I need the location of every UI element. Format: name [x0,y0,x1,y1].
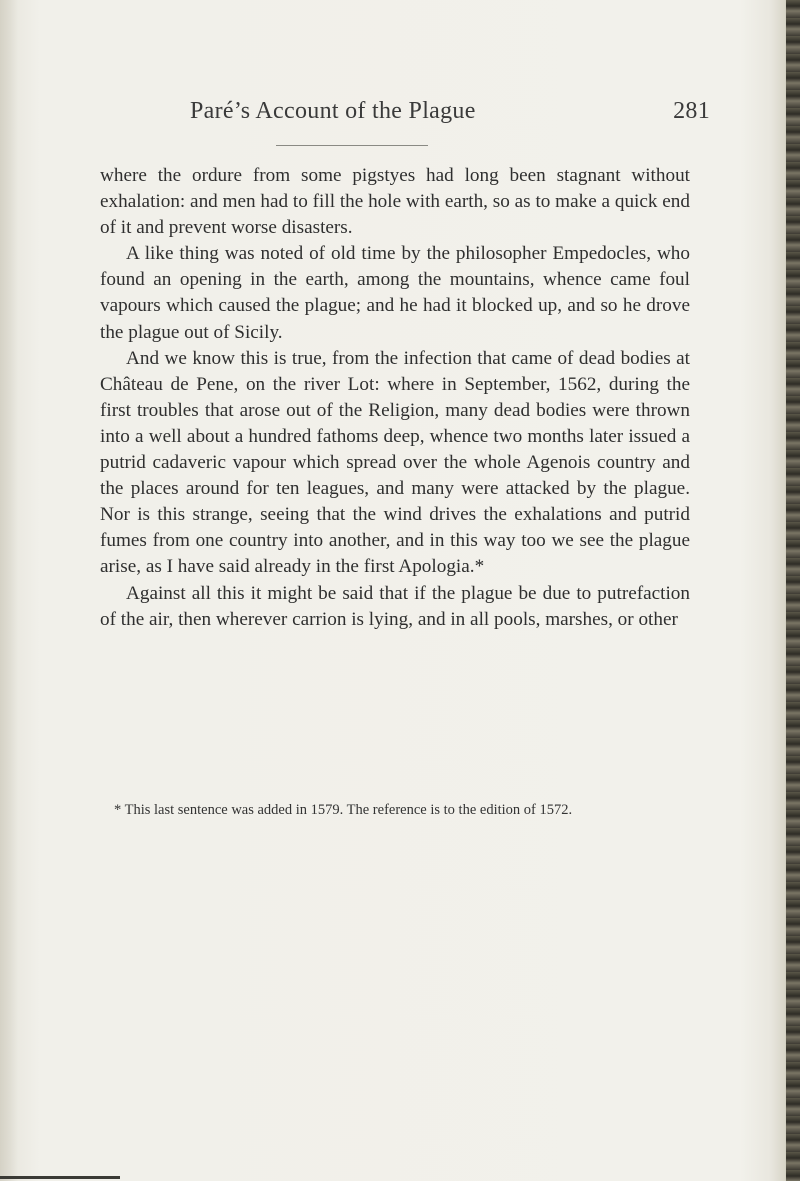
book-edge [786,0,800,1181]
running-head-title: Paré’s Account of the Plague [190,98,476,124]
footnote [100,801,690,820]
bottom-edge-mark [0,1176,120,1179]
page-number: 281 [673,98,710,124]
footnote-text: * This last sentence was added in 1579. The reference is to the edition of 1572. [114,802,573,818]
header-rule [276,145,428,146]
paragraph-against: Against all this it might be said that if the plague be due to putrefaction of the air, then wherever carrion is lying, and in all pools, marshes, or other [100,582,690,630]
page-gutter-shadow [0,0,18,1181]
paragraph-continued: where the ordure from some pigstyes had long been stagnant without exhalation: and men had to fill the hole with earth, so as to make a quick end of it and prevent worse disasters. [100,165,690,239]
running-head [190,98,710,134]
body-text [100,163,690,633]
paragraph-empedocles: A like thing was noted of old time by the philosopher Empedocles, who found an opening in the earth, among the mountains, whence came foul vapours which caused the plague; and he had it blocked up, and so he drove the plague out of Sicily. [100,243,690,343]
paragraph-chateau-de-pene: And we know this is true, from the infection that came of dead bodies at Château de Pene, on the river Lot: where in September, 1562, during the first troubles that arose out of the Religion, many dead bodies were thrown into a well about a hundred fathoms deep, whence two months later issued a putrid cadaveric vapour which spread over the whole Agenois country and the places around for ten leagues, and many were attacked by the plague. Nor is this strange, seeing that the wind drives the exhalations and putrid fumes from one country into another, and in this way too we see the plague arise, as I have said already in the first Apologia.* [100,347,690,578]
